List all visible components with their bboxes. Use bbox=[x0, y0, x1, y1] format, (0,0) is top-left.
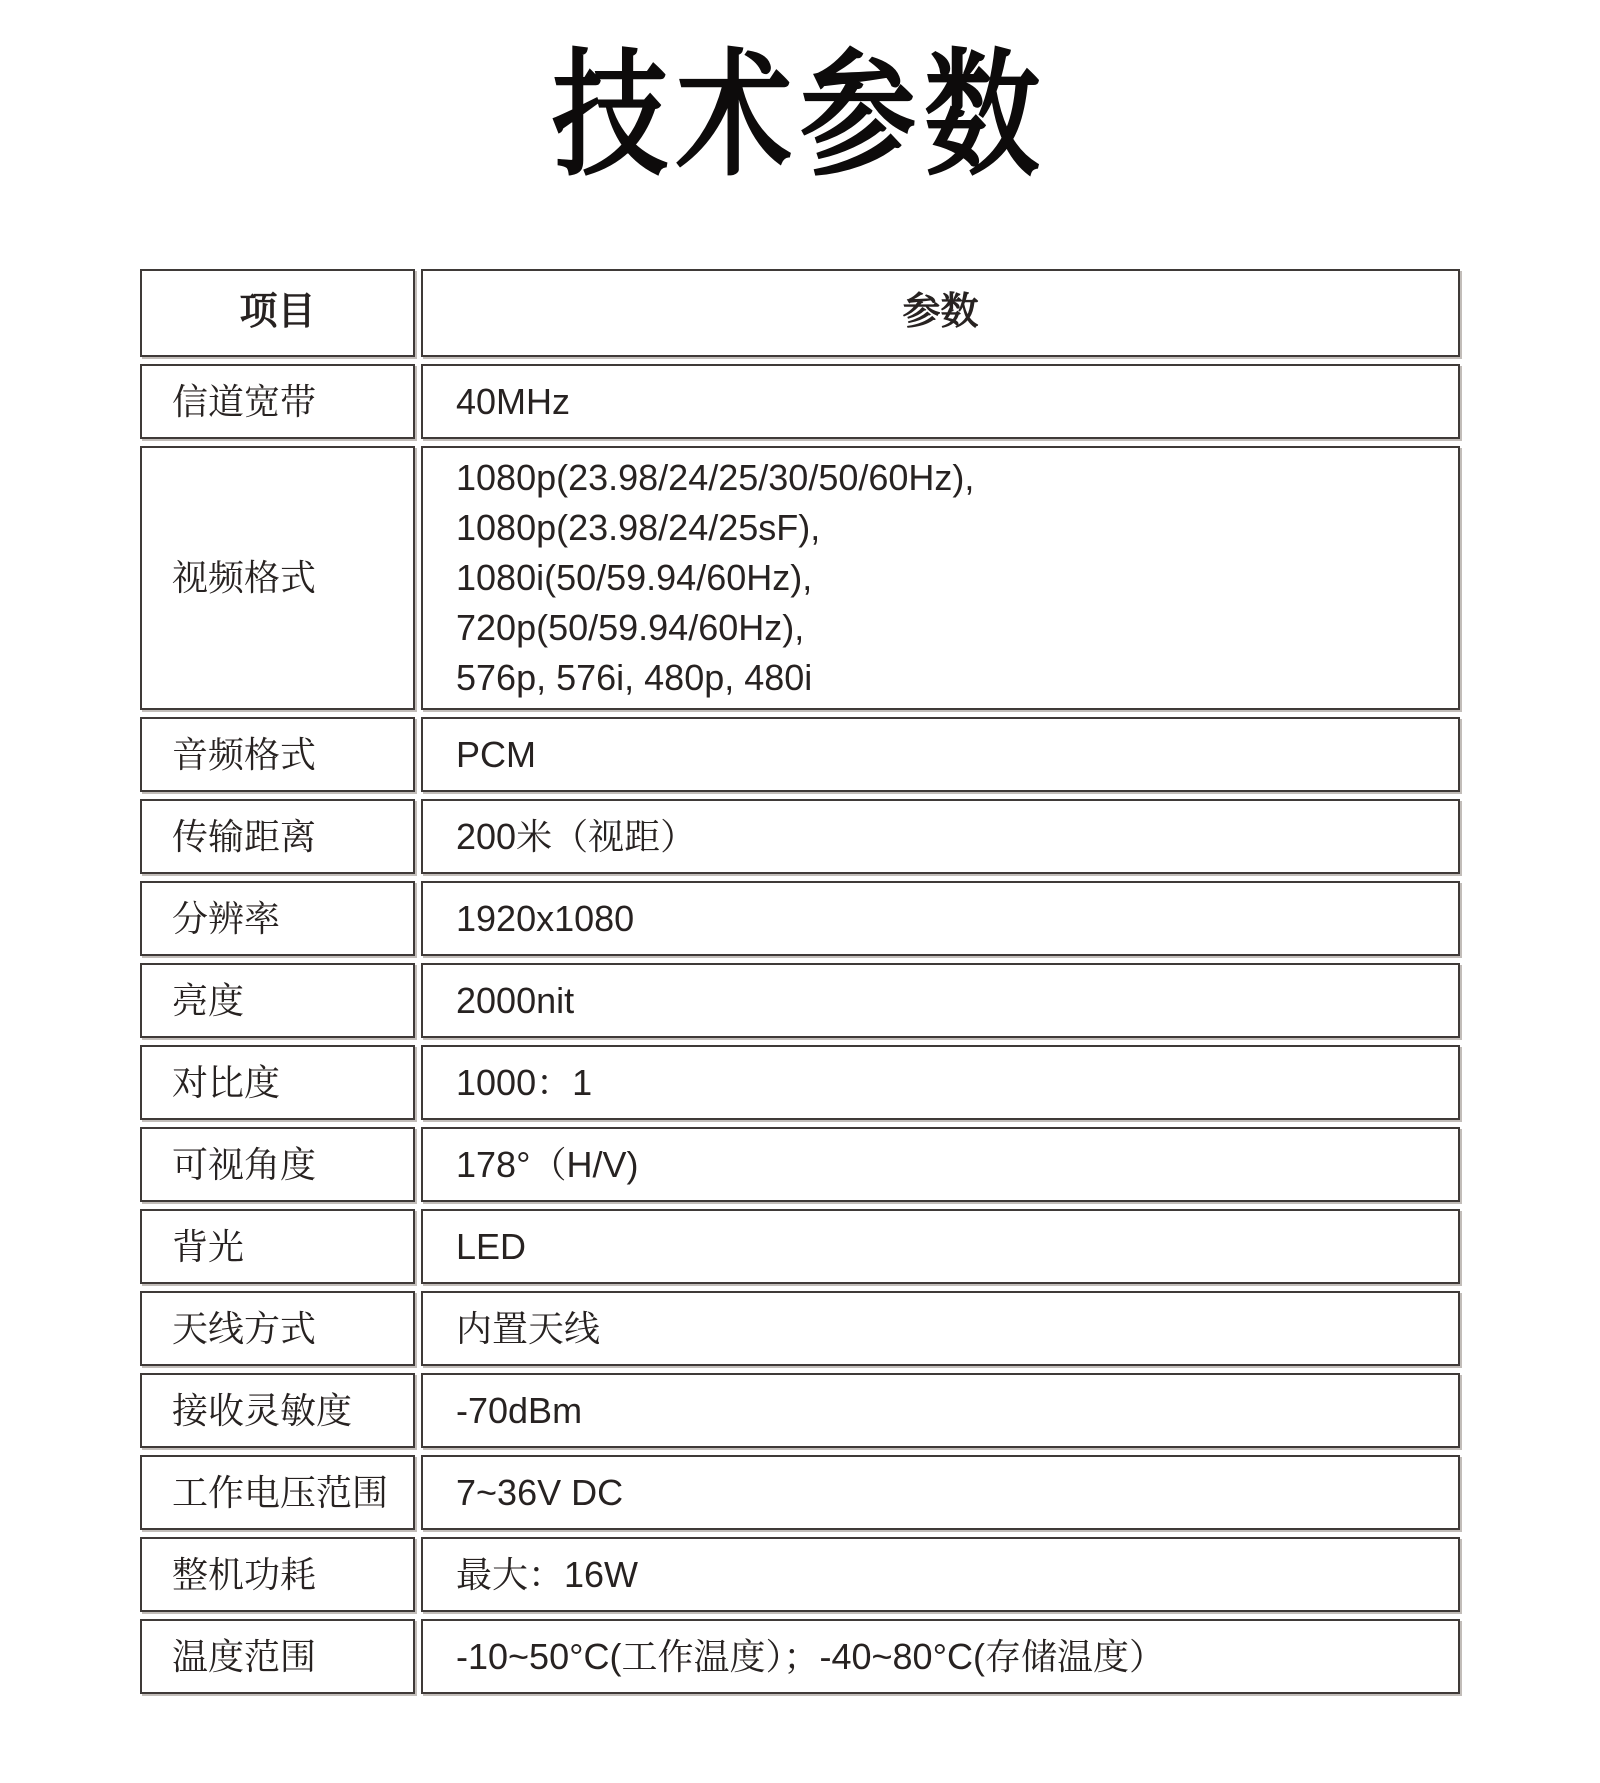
spec-value-cell: 1000：1 bbox=[421, 1045, 1460, 1120]
spec-value-line: 1080p(23.98/24/25sF), bbox=[456, 507, 821, 548]
spec-item-cell: 信道宽带 bbox=[140, 364, 415, 439]
spec-value-cell: LED bbox=[421, 1209, 1460, 1284]
spec-value-cell: 1920x1080 bbox=[421, 881, 1460, 956]
spec-table bbox=[140, 269, 1460, 1694]
table-header-parameter: 参数 bbox=[421, 269, 1460, 357]
spec-value-cell: 7~36V DC bbox=[421, 1455, 1460, 1530]
spec-value-cell: 2000nit bbox=[421, 963, 1460, 1038]
spec-value-line: 720p(50/59.94/60Hz), bbox=[456, 607, 805, 648]
spec-item-cell: 传输距离 bbox=[140, 799, 415, 874]
table-header-item: 项目 bbox=[140, 269, 415, 357]
spec-value-cell: 40MHz bbox=[421, 364, 1460, 439]
spec-item-cell: 分辨率 bbox=[140, 881, 415, 956]
spec-value-cell: -10~50°C(工作温度）；-40~80°C(存储温度） bbox=[421, 1619, 1460, 1694]
spec-item-cell: 背光 bbox=[140, 1209, 415, 1284]
spec-value-cell: 178°（H/V) bbox=[421, 1127, 1460, 1202]
spec-value-cell: 内置天线 bbox=[421, 1291, 1460, 1366]
spec-item-cell: 工作电压范围 bbox=[140, 1455, 415, 1530]
spec-value-line: 1080p(23.98/24/25/30/50/60Hz), bbox=[456, 457, 975, 498]
spec-value-cell: 200米（视距） bbox=[421, 799, 1460, 874]
spec-item-cell: 可视角度 bbox=[140, 1127, 415, 1202]
spec-item-cell: 接收灵敏度 bbox=[140, 1373, 415, 1448]
spec-value-cell: 最大：16W bbox=[421, 1537, 1460, 1612]
spec-item-cell: 音频格式 bbox=[140, 717, 415, 792]
spec-value-cell: -70dBm bbox=[421, 1373, 1460, 1448]
spec-value-cell: PCM bbox=[421, 717, 1460, 792]
spec-item-cell: 对比度 bbox=[140, 1045, 415, 1120]
spec-item-cell: 温度范围 bbox=[140, 1619, 415, 1694]
spec-value-cell bbox=[421, 446, 1460, 710]
spec-item-cell: 天线方式 bbox=[140, 1291, 415, 1366]
spec-item-cell: 亮度 bbox=[140, 963, 415, 1038]
page-title: 技术参数 bbox=[552, 38, 1048, 193]
spec-value-line: 576p, 576i, 480p, 480i bbox=[456, 657, 813, 698]
spec-item-cell: 视频格式 bbox=[140, 446, 415, 710]
spec-value-line: 1080i(50/59.94/60Hz), bbox=[456, 557, 813, 598]
spec-item-cell: 整机功耗 bbox=[140, 1537, 415, 1612]
